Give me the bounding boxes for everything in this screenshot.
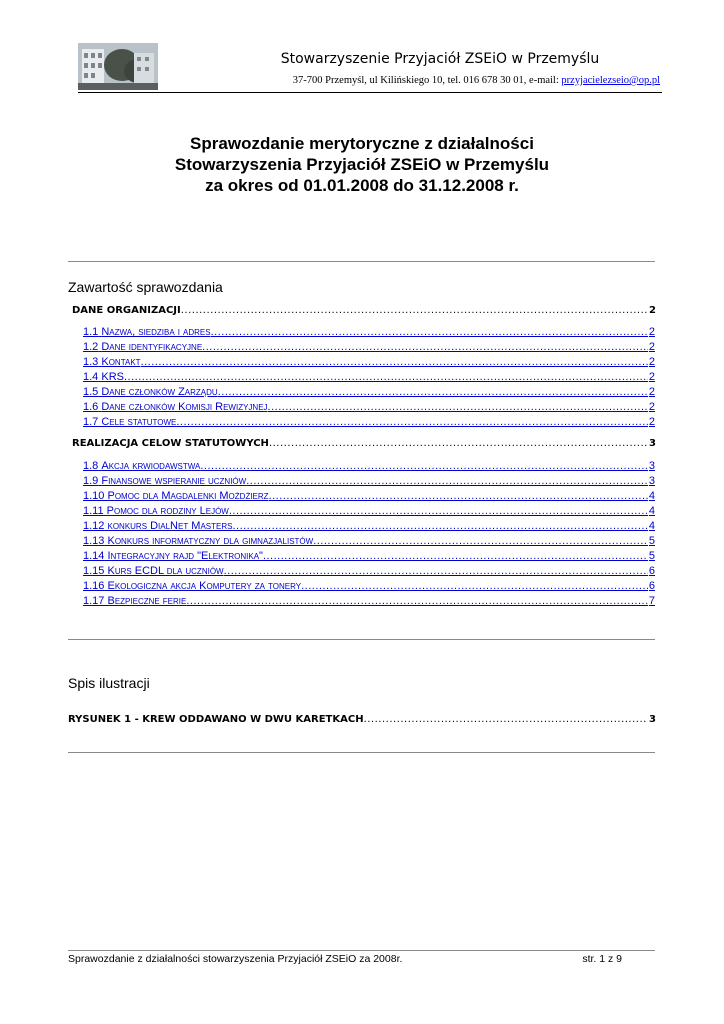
address-text: 37-700 Przemyśl, ul Kilińskiego 10, tel. 016 678 30 01, e-mail: [292, 75, 562, 86]
toc-item-number: 1.13 [83, 535, 105, 547]
divider [68, 752, 655, 753]
leader-dots [202, 341, 648, 353]
leader-dots [269, 490, 648, 502]
leader-dots [218, 386, 648, 398]
toc-item-label: Dane identyfikacyjne [101, 341, 203, 353]
toc-page-number: 3 [648, 475, 655, 487]
toc-item-label: Dane członków Zarządu [101, 386, 218, 398]
toc-item-number: 1.10 [83, 490, 105, 502]
toc-section-entry[interactable] [72, 438, 656, 449]
toc-item-number: 1.11 [83, 505, 104, 517]
toc-item-number: 1.8 [83, 460, 99, 472]
toc-item-number: 1.4 [83, 371, 99, 383]
toc-item-link[interactable] [83, 341, 655, 353]
toc-item-link[interactable] [83, 475, 655, 487]
toc-section-label: REALIZACJA CELÓW STATUTOWYCH [72, 438, 269, 449]
toc-page-number: 4 [648, 520, 655, 532]
toc-item-label: konkurs DialNet Masters [107, 520, 233, 532]
toc-item-number: 1.14 [83, 550, 105, 562]
toc-item-label: Integracyjny rajd "Elektronika" [107, 550, 263, 562]
toc-item-number: 1.7 [83, 416, 99, 428]
leader-dots [313, 535, 648, 547]
toc-item-number: 1.2 [83, 341, 99, 353]
email-link[interactable]: przyjacielezseio@op.pl [561, 75, 660, 86]
document-title [70, 133, 654, 196]
footer-page-indicator: str. 1 z 9 [582, 953, 622, 965]
toc-page-number: 4 [648, 505, 655, 517]
toc-item-label: Dane członków Komisji Rewizyjnej [101, 401, 268, 413]
toc-item-number: 1.6 [83, 401, 99, 413]
toc-item-link[interactable] [83, 535, 655, 547]
figure-list-entry[interactable] [68, 714, 656, 725]
divider [68, 261, 655, 262]
toc-page-number: 2 [649, 305, 656, 316]
divider [68, 639, 655, 640]
toc-item-link[interactable] [83, 580, 655, 592]
toc-item-label: Kurs ECDL dla uczniów [107, 565, 224, 577]
leader-dots [186, 595, 648, 607]
toc-item-link[interactable] [83, 505, 655, 517]
toc-item-label: Cele statutowe [101, 416, 177, 428]
toc-page-number: 2 [648, 356, 655, 368]
organization-address [170, 75, 660, 86]
toc-item-label: Konkurs informatyczny dla gimnazjalistów [107, 535, 314, 547]
title-line-3: za okres od 01.01.2008 do 31.12.2008 r. [205, 176, 519, 195]
toc-page-number: 2 [648, 371, 655, 383]
toc-item-number: 1.17 [83, 595, 105, 607]
toc-item-link[interactable] [83, 356, 655, 368]
leader-dots [141, 356, 648, 368]
toc-item-link[interactable] [83, 460, 655, 472]
toc-item-number: 1.5 [83, 386, 99, 398]
toc-page-number: 5 [648, 550, 655, 562]
toc-page-number: 6 [648, 565, 655, 577]
toc-page-number: 7 [648, 595, 655, 607]
toc-item-label: Ekologiczna akcja Komputery za tonery [107, 580, 302, 592]
toc-item-link[interactable] [83, 401, 655, 413]
toc-heading: Zawartość sprawozdania [68, 279, 223, 295]
leader-dots [232, 520, 647, 532]
leader-dots [176, 416, 648, 428]
toc-item-label: Nazwa, siedziba i adres [101, 326, 211, 338]
toc-item-link[interactable] [83, 490, 655, 502]
toc-section-label: DANE ORGANIZACJI [72, 305, 181, 316]
organization-name: Stowarzyszenie Przyjaciół ZSEiO w Przemyślu [280, 51, 600, 67]
toc-page-number: 2 [648, 401, 655, 413]
footer-divider [68, 950, 655, 951]
figure-label: RYSUNEK 1 - KREW ODDAWANO W DWU KARETKACH [68, 714, 364, 725]
toc-item-label: Akcja krwiodawstwa [101, 460, 201, 472]
header-divider [78, 92, 662, 93]
toc-page-number: 2 [648, 341, 655, 353]
leader-dots [211, 326, 648, 338]
toc-item-link[interactable] [83, 326, 655, 338]
toc-item-label: Bezpieczne ferie [107, 595, 187, 607]
leader-dots [269, 438, 648, 449]
toc-page-number: 6 [648, 580, 655, 592]
organization-photo-logo [78, 43, 158, 90]
leader-dots [263, 550, 648, 562]
leader-dots [246, 475, 648, 487]
toc-item-link[interactable] [83, 595, 655, 607]
toc-page-number: 5 [648, 535, 655, 547]
toc-item-number: 1.16 [83, 580, 105, 592]
toc-item-link[interactable] [83, 371, 655, 383]
toc-page-number: 3 [648, 460, 655, 472]
toc-section-entry[interactable] [72, 305, 656, 316]
leader-dots [229, 505, 648, 517]
toc-item-link[interactable] [83, 386, 655, 398]
toc-item-link[interactable] [83, 520, 655, 532]
leader-dots [224, 565, 648, 577]
leader-dots [200, 460, 648, 472]
footer-document-title: Sprawozdanie z działalności stowarzyszenia Przyjaciół ZSEiO za 2008r. [68, 953, 403, 965]
title-line-2: Stowarzyszenia Przyjaciół ZSEiO w Przemyślu [174, 155, 550, 174]
figure-page-number: 3 [649, 714, 656, 725]
leader-dots [124, 371, 648, 383]
toc-item-number: 1.9 [83, 475, 99, 487]
figures-heading: Spis ilustracji [68, 675, 150, 691]
leader-dots [301, 580, 648, 592]
toc-page-number: 2 [648, 326, 655, 338]
toc-item-label: Finansowe wspieranie uczniów [101, 475, 247, 487]
toc-page-number: 2 [648, 386, 655, 398]
leader-dots [364, 714, 648, 725]
leader-dots [268, 401, 648, 413]
toc-item-label: Pomoc dla Magdalenki Możdżierz [107, 490, 269, 502]
toc-item-number: 1.15 [83, 565, 105, 577]
toc-item-link[interactable] [83, 550, 655, 562]
toc-item-label: Pomoc dla rodziny Lejów [106, 505, 229, 517]
toc-page-number: 2 [648, 416, 655, 428]
toc-item-number: 1.12 [83, 520, 105, 532]
toc-item-number: 1.1 [83, 326, 99, 338]
toc-item-link[interactable] [83, 565, 655, 577]
toc-item-number: 1.3 [83, 356, 99, 368]
toc-item-label: KRS [101, 371, 124, 383]
toc-page-number: 4 [648, 490, 655, 502]
title-line-1: Sprawozdanie merytoryczne z działalności [190, 134, 534, 153]
toc-page-number: 3 [649, 438, 656, 449]
leader-dots [181, 305, 648, 316]
toc-item-label: Kontakt [101, 356, 141, 368]
toc-item-link[interactable] [83, 416, 655, 428]
